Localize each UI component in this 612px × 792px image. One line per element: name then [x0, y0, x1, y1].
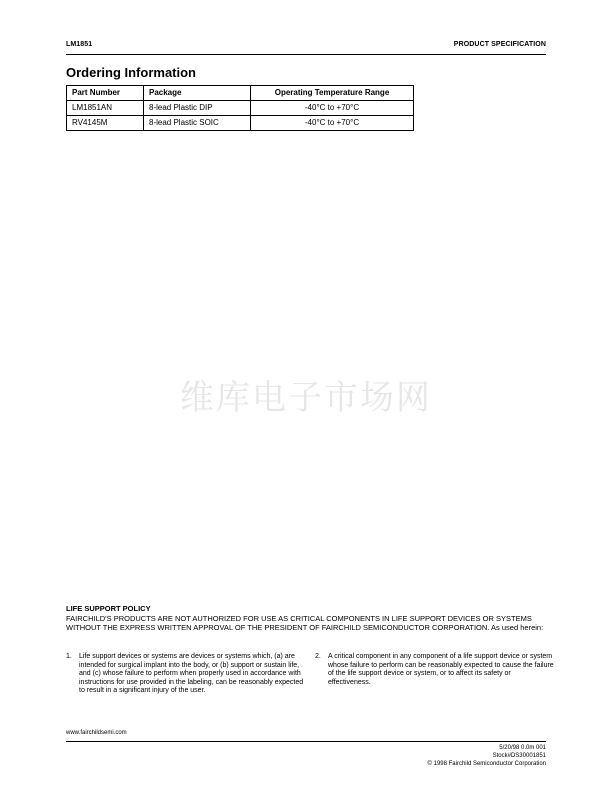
- policy-item-text: Life support devices or systems are devices or systems which, (a) are intended for surgical implant into the body, or (b) support or sustain life, and (c) whose failure to perform when properly used in accordance with instructions for use provided in the labeling, can be reasonably expected to result in a significant injury of the user.: [79, 653, 304, 695]
- policy-item-number: 2.: [315, 653, 321, 660]
- header-divider: [66, 54, 546, 55]
- table-row: [67, 116, 414, 131]
- footer-date-code: 5/20/98 0.0m 001: [499, 745, 546, 751]
- header-doc-type: PRODUCT SPECIFICATION: [453, 41, 546, 48]
- column-header-temperature-range: Operating Temperature Range: [251, 86, 414, 101]
- policy-item-text: A critical component in any component of a life support device or system whose failure to perform can be reasonably expected to cause the failure of the life support device or system, or to affect its safety or effectiveness.: [328, 653, 554, 686]
- life-support-policy-title: LIFE SUPPORT POLICY: [66, 604, 151, 613]
- policy-item-number: 1.: [66, 653, 72, 660]
- website-url: www.fairchildsemi.com: [66, 730, 127, 736]
- ordering-information-title: Ordering Information: [66, 65, 196, 80]
- header-part-number: LM1851: [66, 41, 93, 48]
- temperature-range-cell: -40°C to +70°C: [251, 116, 414, 131]
- footer-divider: [66, 741, 546, 742]
- table-header-row: [67, 86, 414, 101]
- package-cell: 8-lead Plastic DIP: [144, 101, 251, 116]
- watermark: 维库电子市场网: [180, 378, 432, 418]
- part-number-cell: LM1851AN: [67, 101, 144, 116]
- package-cell: 8-lead Plastic SOIC: [144, 116, 251, 131]
- life-support-policy-body: FAIRCHILD'S PRODUCTS ARE NOT AUTHORIZED FOR USE AS CRITICAL COMPONENTS IN LIFE SUPPORT DEVICES OR SYSTEMS WITHOUT THE EXPRESS WRITTEN APPROVAL OF THE PRESIDENT OF FAIRCHILD SEMICONDUCTOR CORPORATION. As used herein:: [66, 614, 544, 632]
- table-row: [67, 101, 414, 116]
- column-header-package: Package: [144, 86, 251, 101]
- column-header-part-number: Part Number: [67, 86, 144, 101]
- ordering-table: [66, 85, 414, 131]
- footer-stock-number: Stock#DS30001851: [492, 753, 546, 759]
- temperature-range-cell: -40°C to +70°C: [251, 101, 414, 116]
- footer-copyright: © 1998 Fairchild Semiconductor Corporation: [427, 761, 546, 767]
- part-number-cell: RV4145M: [67, 116, 144, 131]
